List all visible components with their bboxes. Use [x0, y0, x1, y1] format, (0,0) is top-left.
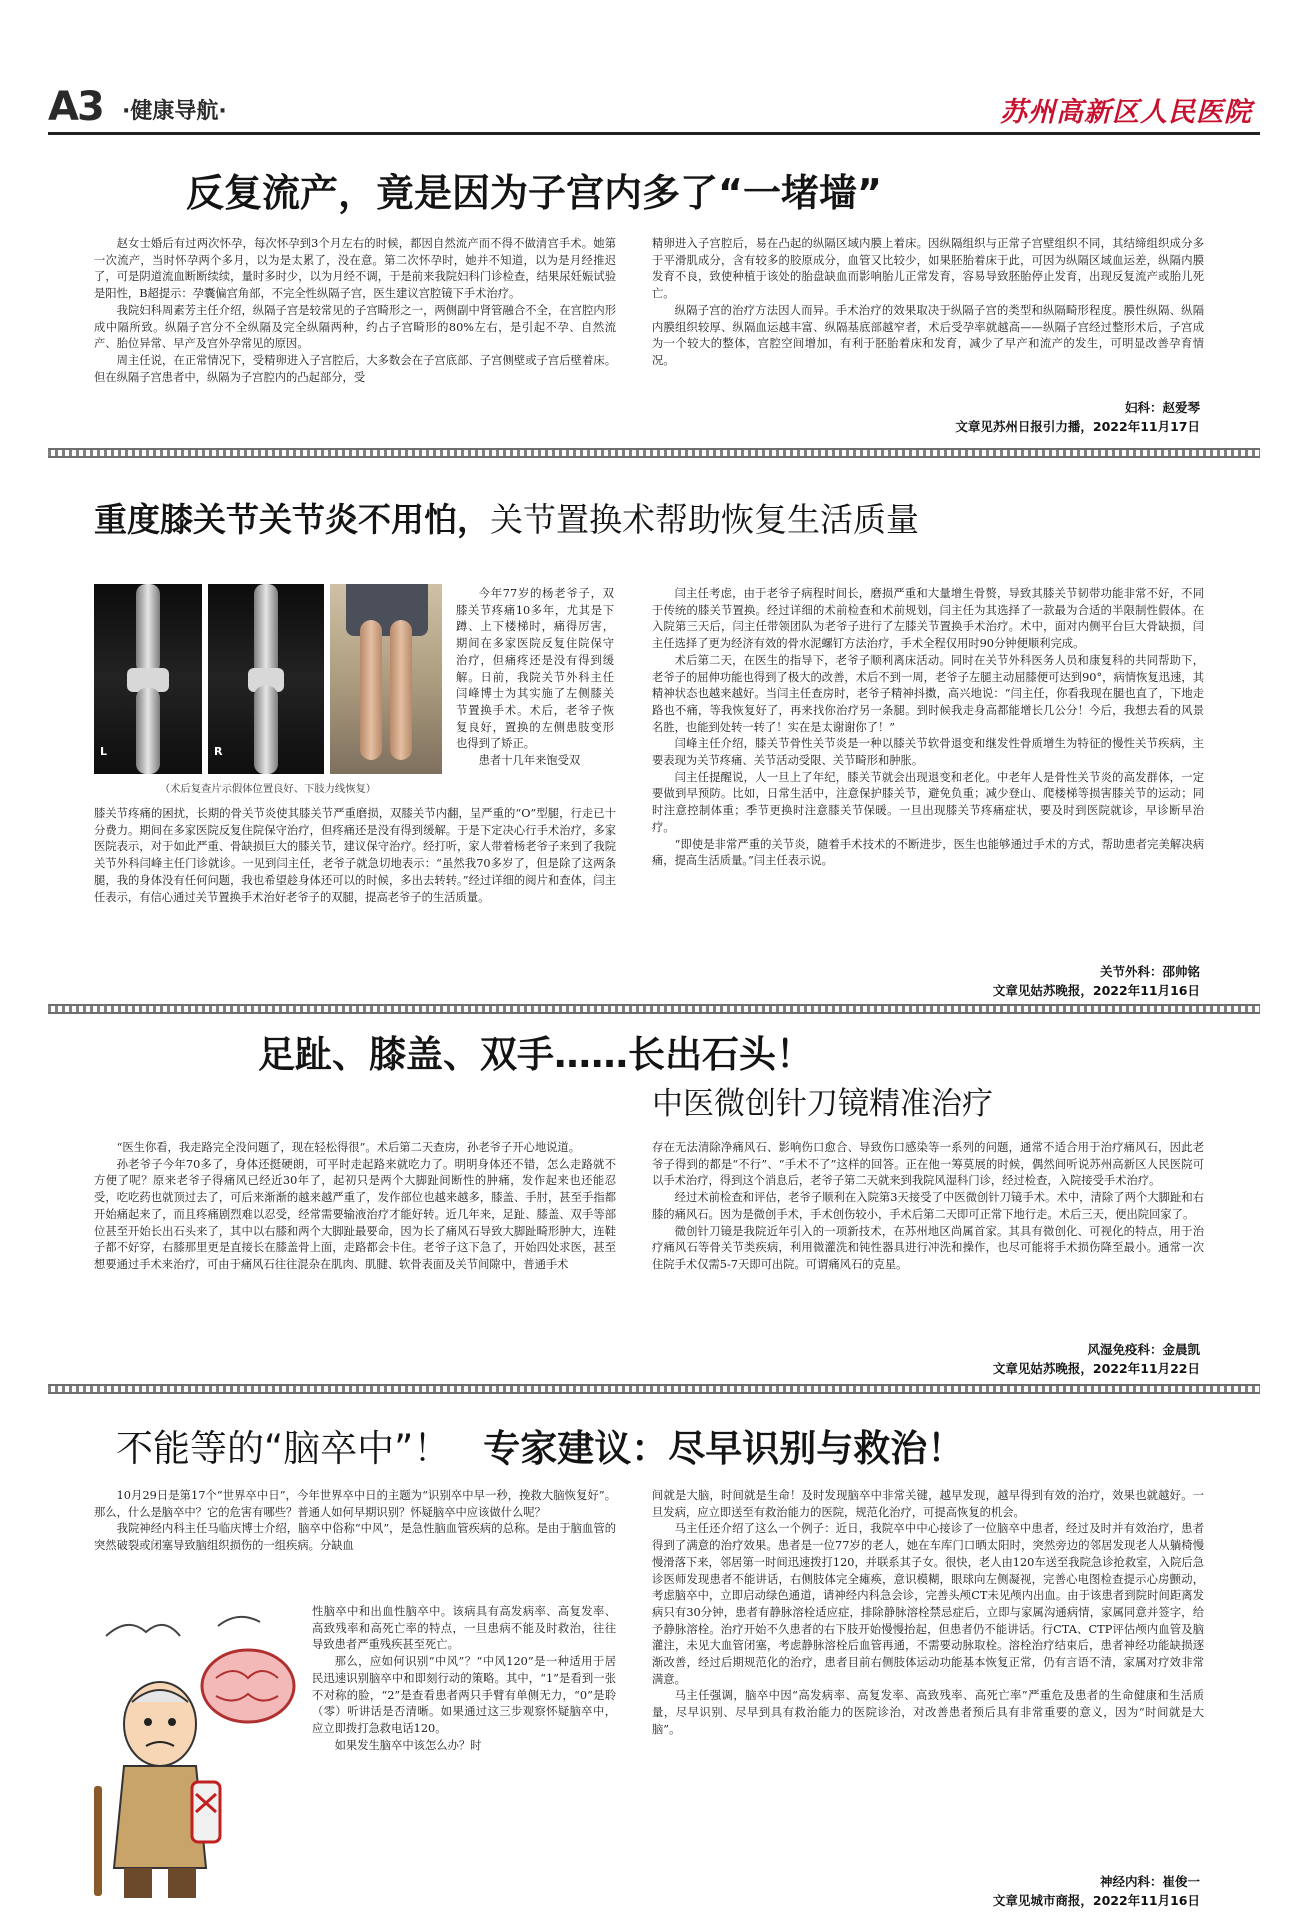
article1-column-right	[652, 236, 1204, 388]
article4-headline-thin: 不能等的“脑卒中”！	[116, 1427, 451, 1470]
article4-paragraph: 如果发生脑卒中该怎么办？时	[334, 1738, 482, 1752]
xray-image-side	[208, 584, 324, 774]
article4-paragraph: 间就是大脑，时间就是生命！及时发现脑卒中非常关键，越早发现，越早得到有效的治疗，效果也就越好。一旦发病，应立即送至有救治能力的医院，规范化治疗，可提高恢复的机会。	[652, 1489, 1204, 1519]
section-divider	[48, 1004, 1260, 1014]
article4-headline	[116, 1418, 964, 1472]
article3-subhead: 中医微创针刀镜精准治疗	[652, 1086, 993, 1122]
article3-headline: 足趾、膝盖、双手……长出石头！	[258, 1033, 813, 1076]
page-number: A3	[48, 84, 103, 130]
article4-headline-bold: 专家建议：尽早识别与救治！	[483, 1427, 965, 1470]
article3-source: 文章见姑苏晚报，2022年11月22日	[992, 1361, 1200, 1376]
article1-paragraph: 赵女士婚后有过两次怀孕，每次怀孕到3个月左右的时候，都因自然流产而不得不做清宫手术。她第一次流产，当时怀孕两个多月，以为是太累了，没在意。第二次怀孕时，她并不知道，以为是月经推迟了，可是阴道流血断断续续，量时多时少，以为月经不调，于是前来我院妇科门诊检查，结果尿妊娠试验是阳性，B超提示：孕囊偏宫角部，不完全性纵隔子宫，医生建议宫腔镜下手术治疗。	[94, 237, 616, 301]
article1-paragraph: 纵隔子宫的治疗方法因人而异。手术治疗的效果取决于纵隔子宫的类型和纵隔畸形程度。膜性纵隔、纵隔内膜组织较厚、纵隔血运越丰富、纵隔基底部越窄者，术后受孕率就越高——纵隔子宫经过整形术后，子宫成为一个较大的整体，宫腔空间增加，有利于胚胎着床和发育，减少了早产和流产的发生，可明显改善孕育情况。	[652, 303, 1204, 367]
article2-paragraph: “即使是非常严重的关节炎，随着手术技术的不断进步，医生也能够通过手术的方式，帮助患者完美解决病痛，提高生活质量。”闫主任表示说。	[652, 837, 1204, 868]
article2-paragraph: 闫主任考虑，由于老爷子病程时间长，磨损严重和大量增生骨赘，导致其膝关节韧带功能非常不好，不同于传统的膝关节置换。经过详细的术前检查和术前规划，闫主任为其选择了一款最为合适的半限制性假体。在入院第三天后，闫主任带领团队为老爷子进行了左膝关节置换手术治疗。术中，面对内侧平台巨大骨缺损，闫主任选择了更为经济有效的骨水泥螺钉方法治疗，手术全程仅用时90分钟便顺利完成。	[652, 587, 1204, 651]
article1-column-left	[94, 236, 616, 440]
photo-caption: （术后复查片示假体位置良好、下肢力线恢复）	[159, 783, 377, 795]
article4-byline	[820, 1872, 1200, 1910]
article1-paragraph: 周主任说，在正常情况下，受精卵进入子宫腔后，大多数会在子宫底部、子宫侧壁或子宫后壁着床。但在纵隔子宫患者中，纵隔为子宫腔内的凸起部分，受	[94, 353, 616, 384]
article1-source: 文章见苏州日报引力播，2022年11月17日	[955, 419, 1200, 434]
article1-author: 妇科：赵爱琴	[1124, 400, 1200, 415]
article4-author: 神经内科：崔俊一	[1099, 1874, 1200, 1889]
article3-byline	[820, 1340, 1200, 1378]
article3-author: 风湿免疫科：金晨凯	[1087, 1342, 1200, 1357]
article2-column-left	[94, 806, 616, 992]
article2-headline-thin: 关节置换术帮助恢复生活质量	[490, 500, 919, 539]
article3-paragraph: 经过术前检查和评估，老爷子顺利在入院第3天接受了中医微创针刀镜手术。术中，清除了两个大脚趾和右膝的痛风石。因为是微创手术，手术创伤较小，手术后第二天即可正常下地行走。术后三天，便出院回家了。	[652, 1191, 1204, 1221]
article4-paragraph: 马主任强调，脑卒中因“高发病率、高复发率、高致残率、高死亡率”严重危及患者的生命健康和生活质量，尽早识别、尽早到具有救治能力的医院诊治，对改善患者预后具有非常重要的意义，因为“时间就是大脑”。	[652, 1689, 1204, 1736]
section-divider	[48, 448, 1260, 458]
article2-author: 关节外科：邵帅铭	[1099, 964, 1200, 979]
section-title: ·健康导航·	[122, 99, 227, 124]
article2-paragraph: 今年77岁的杨老爷子，双膝关节疼痛10多年，尤其是下蹲、上下楼梯时，痛得厉害，期间在多家医院反复住院保守治疗，但痛疼还是没有得到缓解。日前，我院关节外科主任闫峰博士为其实施了左侧膝关节置换手术。术后，老爷子恢复良好，置换的左侧患肢变形也得到了矫正。	[456, 587, 614, 751]
xray-tag-right: R	[214, 745, 223, 758]
article4-paragraph: 10月29日是第17个“世界卒中日”，今年世界卒中日的主题为“识别卒中早一秒，挽救大脑恢复好”。那么，什么是脑卒中？它的危害有哪些？普通人如何早期识别？怀疑脑卒中应该做什么呢？	[94, 1489, 616, 1519]
hospital-name: 苏州高新区人民医院	[1000, 97, 1252, 128]
masthead-rule	[48, 132, 1260, 135]
article4-column-side	[312, 1604, 616, 1908]
article4-source: 文章见城市商报，2022年11月16日	[992, 1893, 1200, 1908]
knee-xray-photo-group	[94, 584, 442, 802]
article2-paragraph: 闫主任提醒说，人一旦上了年纪，膝关节就会出现退变和老化。中老年人是骨性关节炎的高发群体，一定要做到早预防。比如，日常生活中，注意保护膝关节，避免负重；减少登山、爬楼梯等损害膝关节的运动；同时注意控制体重；季节更换时注意膝关节保暖。一旦出现膝关节疼痛症状，要及时到医院就诊，早诊断早治疗。	[652, 770, 1204, 834]
article2-byline	[820, 962, 1200, 1000]
stroke-patient-cartoon	[88, 1606, 306, 1906]
article1-paragraph: 精卵进入子宫腔后，易在凸起的纵隔区域内膜上着床。因纵隔组织与正常子宫壁组织不同，其结缔组织成分多于平滑肌成分，含有较多的胶原成分，血管又比较少，如果胚胎着床于此，可因为纵隔区域血运差，纵隔内膜发育不良，致使种植于该处的胎盘缺血而影响胎儿正常发育，容易导致胚胎停止发育，出现反复流产或胎儿死亡。	[652, 237, 1204, 301]
patient-legs-photo	[330, 584, 442, 774]
article2-paragraph: 术后第二天，在医生的指导下，老爷子顺利离床活动。同时在关节外科医务人员和康复科的共同帮助下，老爷子的屈伸功能也得到了极大的改善，术后不到一周，老爷子左腿主动屈膝便可达到90°，病情恢复迅速，其精神状态也越来越好。当闫主任查房时，老爷子精神抖擞，高兴地说：“闫主任，你看我现在腿也直了，下地走路也不痛，等我恢复好了，再来找你治疗另一条腿。到时候我走身高都能增长几公分！今后，我想去看的风景名胜，也能到处转一转了！实在是太谢谢你了！”	[652, 653, 1204, 734]
article3-column-left	[94, 1140, 616, 1380]
article3-paragraph: 孙老爷子今年70多了，身体还挺硬朗，可平时走起路来就吃力了。明明身体还不错，怎么走路就不方便了呢？原来老爷子得痛风已经近30年了，起初只是两个大脚趾间断性的肿痛，发作起来也还能忍受，吃吃药也就顶过去了，可后来渐渐的越来越严重了，发作部位也越来越多，膝盖、手肘，甚至手指都开始痛起来了，而且疼痛剧烈难以忍受，经常需要输液治疗才能好转。近几年来，足趾、膝盖、双手等部位甚至开始长出石头来了，其中以右膝和两个大脚趾最要命，因为长了痛风石导致大脚趾畸形肿大，连鞋子都不好穿，右膝那里更是直接长在膝盖骨上面，走路都会卡住。老爷子这下急了，开始四处求医，甚至想要通过手术来治疗，可由于痛风石往往混杂在肌肉、肌腱、软骨表面及关节间隙中，普通手术	[94, 1157, 616, 1271]
xray-tag-left: L	[100, 745, 108, 758]
masthead	[48, 84, 1260, 138]
article2-column-side	[456, 586, 614, 806]
article2-paragraph: 患者十几年来饱受双	[478, 754, 581, 768]
xray-image-front	[94, 584, 202, 774]
article1-byline	[820, 398, 1200, 436]
article4-paragraph: 性脑卒中和出血性脑卒中。该病具有高发病率、高复发率、高致残率和高死亡率的特点，一旦患病不能及时救治，往往导致患者严重残疾甚至死亡。	[312, 1605, 616, 1652]
section-divider	[48, 1384, 1260, 1394]
article4-column-right	[652, 1488, 1204, 1884]
article3-paragraph: “医生你看，我走路完全没问题了，现在轻松得很”。术后第二天查房，孙老爷子开心地说道。	[116, 1141, 581, 1154]
article3-paragraph: 存在无法清除净痛风石、影响伤口愈合、导致伤口感染等一系列的问题，通常不适合用于治疗痛风石，因此老爷子得到的都是“不行”、“手术不了”这样的回答。正在他一筹莫展的时候，偶然间听说苏州高新区人民医院可以手术治疗，得到这个消息后，老爷子第二天就来到我院风湿科门诊，经过检查，入院接受手术治疗。	[652, 1141, 1204, 1188]
article4-paragraph: 马主任还介绍了这么一个例子：近日，我院卒中中心接诊了一位脑卒中患者，经过及时并有效治疗，患者得到了满意的治疗效果。患者是一位77岁的老人，她在车库门口晒太阳时，突然旁边的邻居发现老人从躺椅慢慢滑落下来，邻居第一时间迅速拨打120，并联系其子女。很快，老人由120车送至我院急诊抢救室，入院后急诊医师发现患者不能讲话，右侧肢体完全瘫痪，意识模糊，眼球向左侧凝视，完善心电图检查提示心房颤动，考虑脑卒中，立即启动绿色通道，请神经内科急会诊，完善头颅CT未见颅内出血。由于该患者到院时间距离发病只有30分钟，患者有静脉溶栓适应症，排除静脉溶栓禁忌症后，立即与家属沟通病情，家属同意并签字，给予静脉溶栓。治疗开始不久患者的右下肢开始慢慢抬起，但患者仍不能讲话。行CTA、CTP评估颅内血管及脑灌注，未见大血管闭塞，考虑静脉溶栓后血管再通，不需要动脉取栓。溶栓治疗结束后，患者神经功能缺损逐渐改善，经过后期规范化的治疗，患者目前右侧肢体运动功能基本恢复正常，仍有言语不清，家属对疗效非常满意。	[652, 1522, 1204, 1686]
article2-headline-bold: 重度膝关节关节炎不用怕，	[94, 500, 490, 539]
article1-paragraph: 我院妇科周素芳主任介绍，纵隔子宫是较常见的子宫畸形之一，两侧副中肾管融合不全，在宫腔内形成中隔所致。纵隔子宫分不全纵隔及完全纵隔两种，约占子宫畸形的80%左右，是引起不孕、自然流产、胎位异常、早产及宫外孕常见的原因。	[94, 303, 616, 351]
article2-source: 文章见姑苏晚报，2022年11月16日	[992, 983, 1200, 998]
article3-column-right	[652, 1140, 1204, 1338]
article2-paragraph: 膝关节疼痛的困扰，长期的骨关节炎使其膝关节严重磨损，双膝关节内翻，呈严重的“O”型腿，行走已十分费力。期间在多家医院反复住院保守治疗，但疼痛还是没有得到缓解。于是下定决心行手术治疗，多家医院表示，对于如此严重、骨缺损巨大的膝关节，建议保守治疗。经打听，家人带着杨老爷子来到了我院关节外科闫峰主任门诊就诊。一见到闫主任，老爷子就急切地表示：“虽然我70多岁了，但是除了这两条腿，我的身体没有任何问题，我也希望趁身体还可以的时候，多出去转转。”经过详细的阅片和查体，闫主任表示，有信心通过关节置换手术治好老爷子的双腿，提高老爷子的生活质量。	[94, 807, 616, 904]
article2-column-right	[652, 586, 1204, 958]
article3-paragraph: 微创针刀镜是我院近年引入的一项新技术，在苏州地区尚属首家。其具有微创化、可视化的特点，用于治疗痛风石等骨关节类疾病，利用微灌洗和钝性器具进行冲洗和操作，也尽可能将手术损伤降至最小。通常一次住院手术仅需5-7天即可出院。可谓痛风石的克星。	[652, 1224, 1204, 1271]
article4-paragraph: 我院神经内科主任马临庆博士介绍，脑卒中俗称“中风”，是急性脑血管疾病的总称。是由于脑血管的突然破裂或闭塞导致脑组织损伤的一组疾病。分缺血	[94, 1522, 616, 1553]
article1-headline: 反复流产，竟是因为子宫内多了“一堵墙”	[186, 171, 882, 215]
article4-column-left	[94, 1488, 616, 1606]
article4-paragraph: 那么，应如何识别“中风”？“中风120”是一种适用于居民迅速识别脑卒中和即刻行动的策略。其中，“1”是看到一张不对称的脸，“2”是查看患者两只手臂有单侧无力，“0”是聆（零）听讲话是否清晰。如果通过这三步观察怀疑脑卒中，应立即拨打急救电话120。	[312, 1655, 616, 1735]
article2-headline	[94, 494, 919, 541]
article2-paragraph: 闫峰主任介绍，膝关节骨性关节炎是一种以膝关节软骨退变和继发性骨质增生为特征的慢性关节疾病，主要表现为关节疼痛、关节活动受限、关节畸形和肿胀。	[652, 737, 1204, 768]
